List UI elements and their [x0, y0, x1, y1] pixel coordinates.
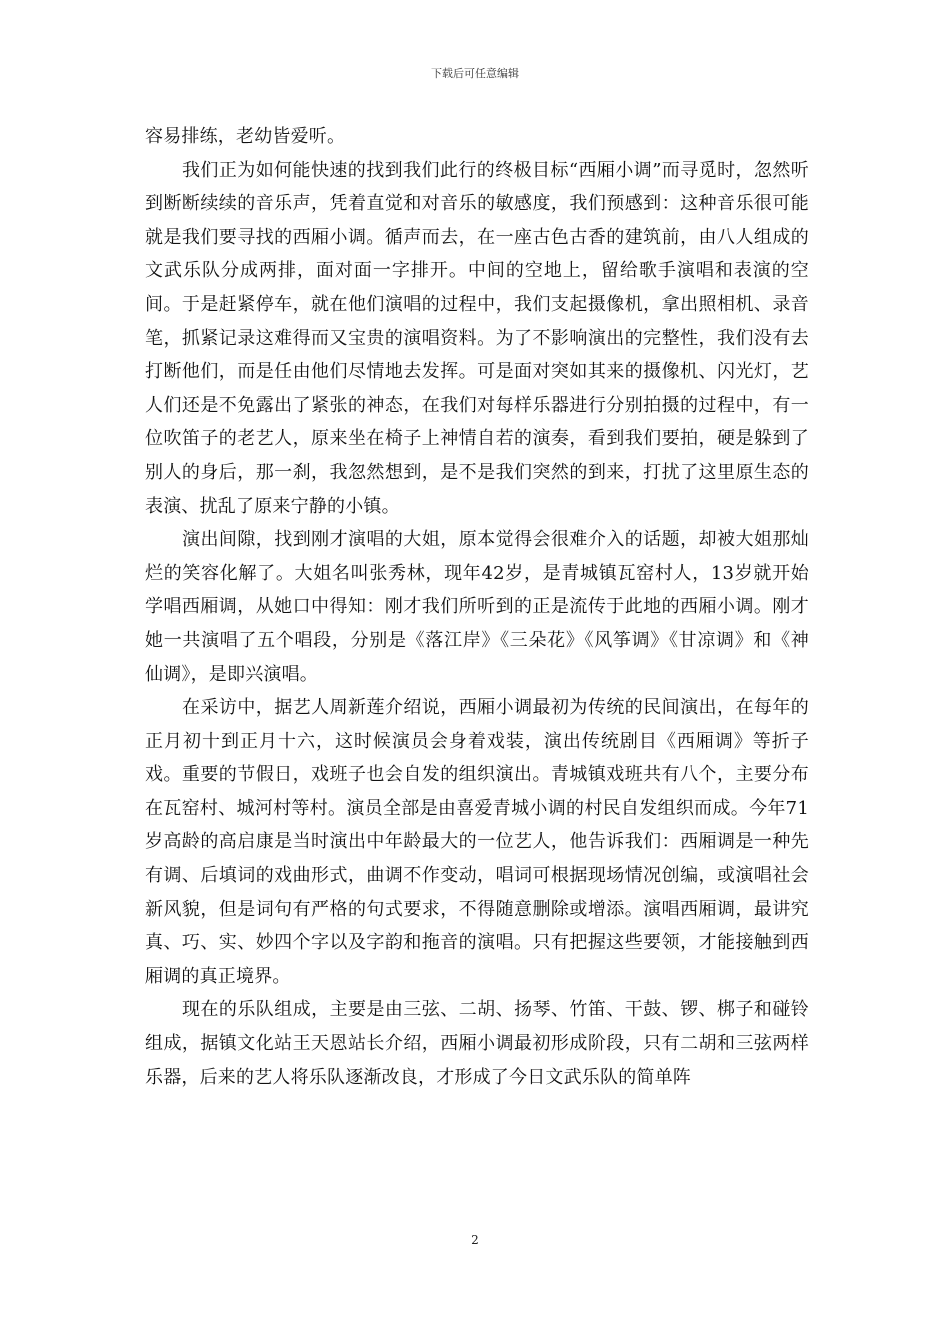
paragraph-5: 现在的乐队组成，主要是由三弦、二胡、扬琴、竹笛、干鼓、锣、梆子和碰铃组成，据镇文化站王天恩站长介绍，西厢小调最初形成阶段，只有二胡和三弦两样乐器，后来的艺人将乐队逐渐改良，才形成了今日文武乐队的简单阵 [145, 999, 809, 1088]
body-text [145, 120, 809, 1094]
page-header: 下载后可任意编辑 [431, 67, 519, 80]
page-number: 2 [471, 1233, 479, 1247]
paragraph-3: 演出间隙，找到刚才演唱的大姐，原本觉得会很难介入的话题，却被大姐那灿烂的笑容化解了。大姐名叫张秀林，现年42岁，是青城镇瓦窑村人，13岁就开始学唱西厢调，从她口中得知：刚才我们所听到的正是流传于此地的西厢小调。刚才她一共演唱了五个唱段，分别是《落江岸》《三朵花》《风筝调》《甘凉调》和《神仙调》，是即兴演唱。 [145, 529, 809, 685]
paragraph-1: 容易排练，老幼皆爱听。 [145, 126, 346, 147]
paragraph-2: 我们正为如何能快速的找到我们此行的终极目标“西厢小调”而寻觅时，忽然听到断断续续的音乐声，凭着直觉和对音乐的敏感度，我们预感到：这种音乐很可能就是我们要寻找的西厢小调。循声而去，在一座古色古香的建筑前，由八人组成的文武乐队分成两排，面对面一字排开。中间的空地上，留给歌手演唱和表演的空间。于是赶紧停车，就在他们演唱的过程中，我们支起摄像机，拿出照相机、录音笔，抓紧记录这难得而又宝贵的演唱资料。为了不影响演出的完整性，我们没有去打断他们，而是任由他们尽情地去发挥。可是面对突如其来的摄像机、闪光灯，艺人们还是不免露出了紧张的神态，在我们对每样乐器进行分别拍摄的过程中，有一位吹笛子的老艺人，原来坐在椅子上神情自若的演奏，看到我们要拍，硬是躲到了别人的身后，那一刹，我忽然想到，是不是我们突然的到来，打扰了这里原生态的表演、扰乱了原来宁静的小镇。 [145, 159, 809, 517]
paragraph-4: 在采访中，据艺人周新莲介绍说，西厢小调最初为传统的民间演出，在每年的正月初十到正月十六，这时候演员会身着戏装，演出传统剧目《西厢调》等折子戏。重要的节假日，戏班子也会自发的组织演出。青城镇戏班共有八个，主要分布在瓦窑村、城河村等村。演员全部是由喜爱青城小调的村民自发组织而成。今年71岁高龄的高启康是当时演出中年龄最大的一位艺人，他告诉我们：西厢调是一种先有调、后填词的戏曲形式，曲调不作变动，唱词可根据现场情况创编，或演唱社会新风貌，但是词句有严格的句式要求，不得随意删除或增添。演唱西厢调，最讲究真、巧、实、妙四个字以及字韵和拖音的演唱。只有把握这些要领，才能接触到西厢调的真正境界。 [145, 697, 809, 987]
